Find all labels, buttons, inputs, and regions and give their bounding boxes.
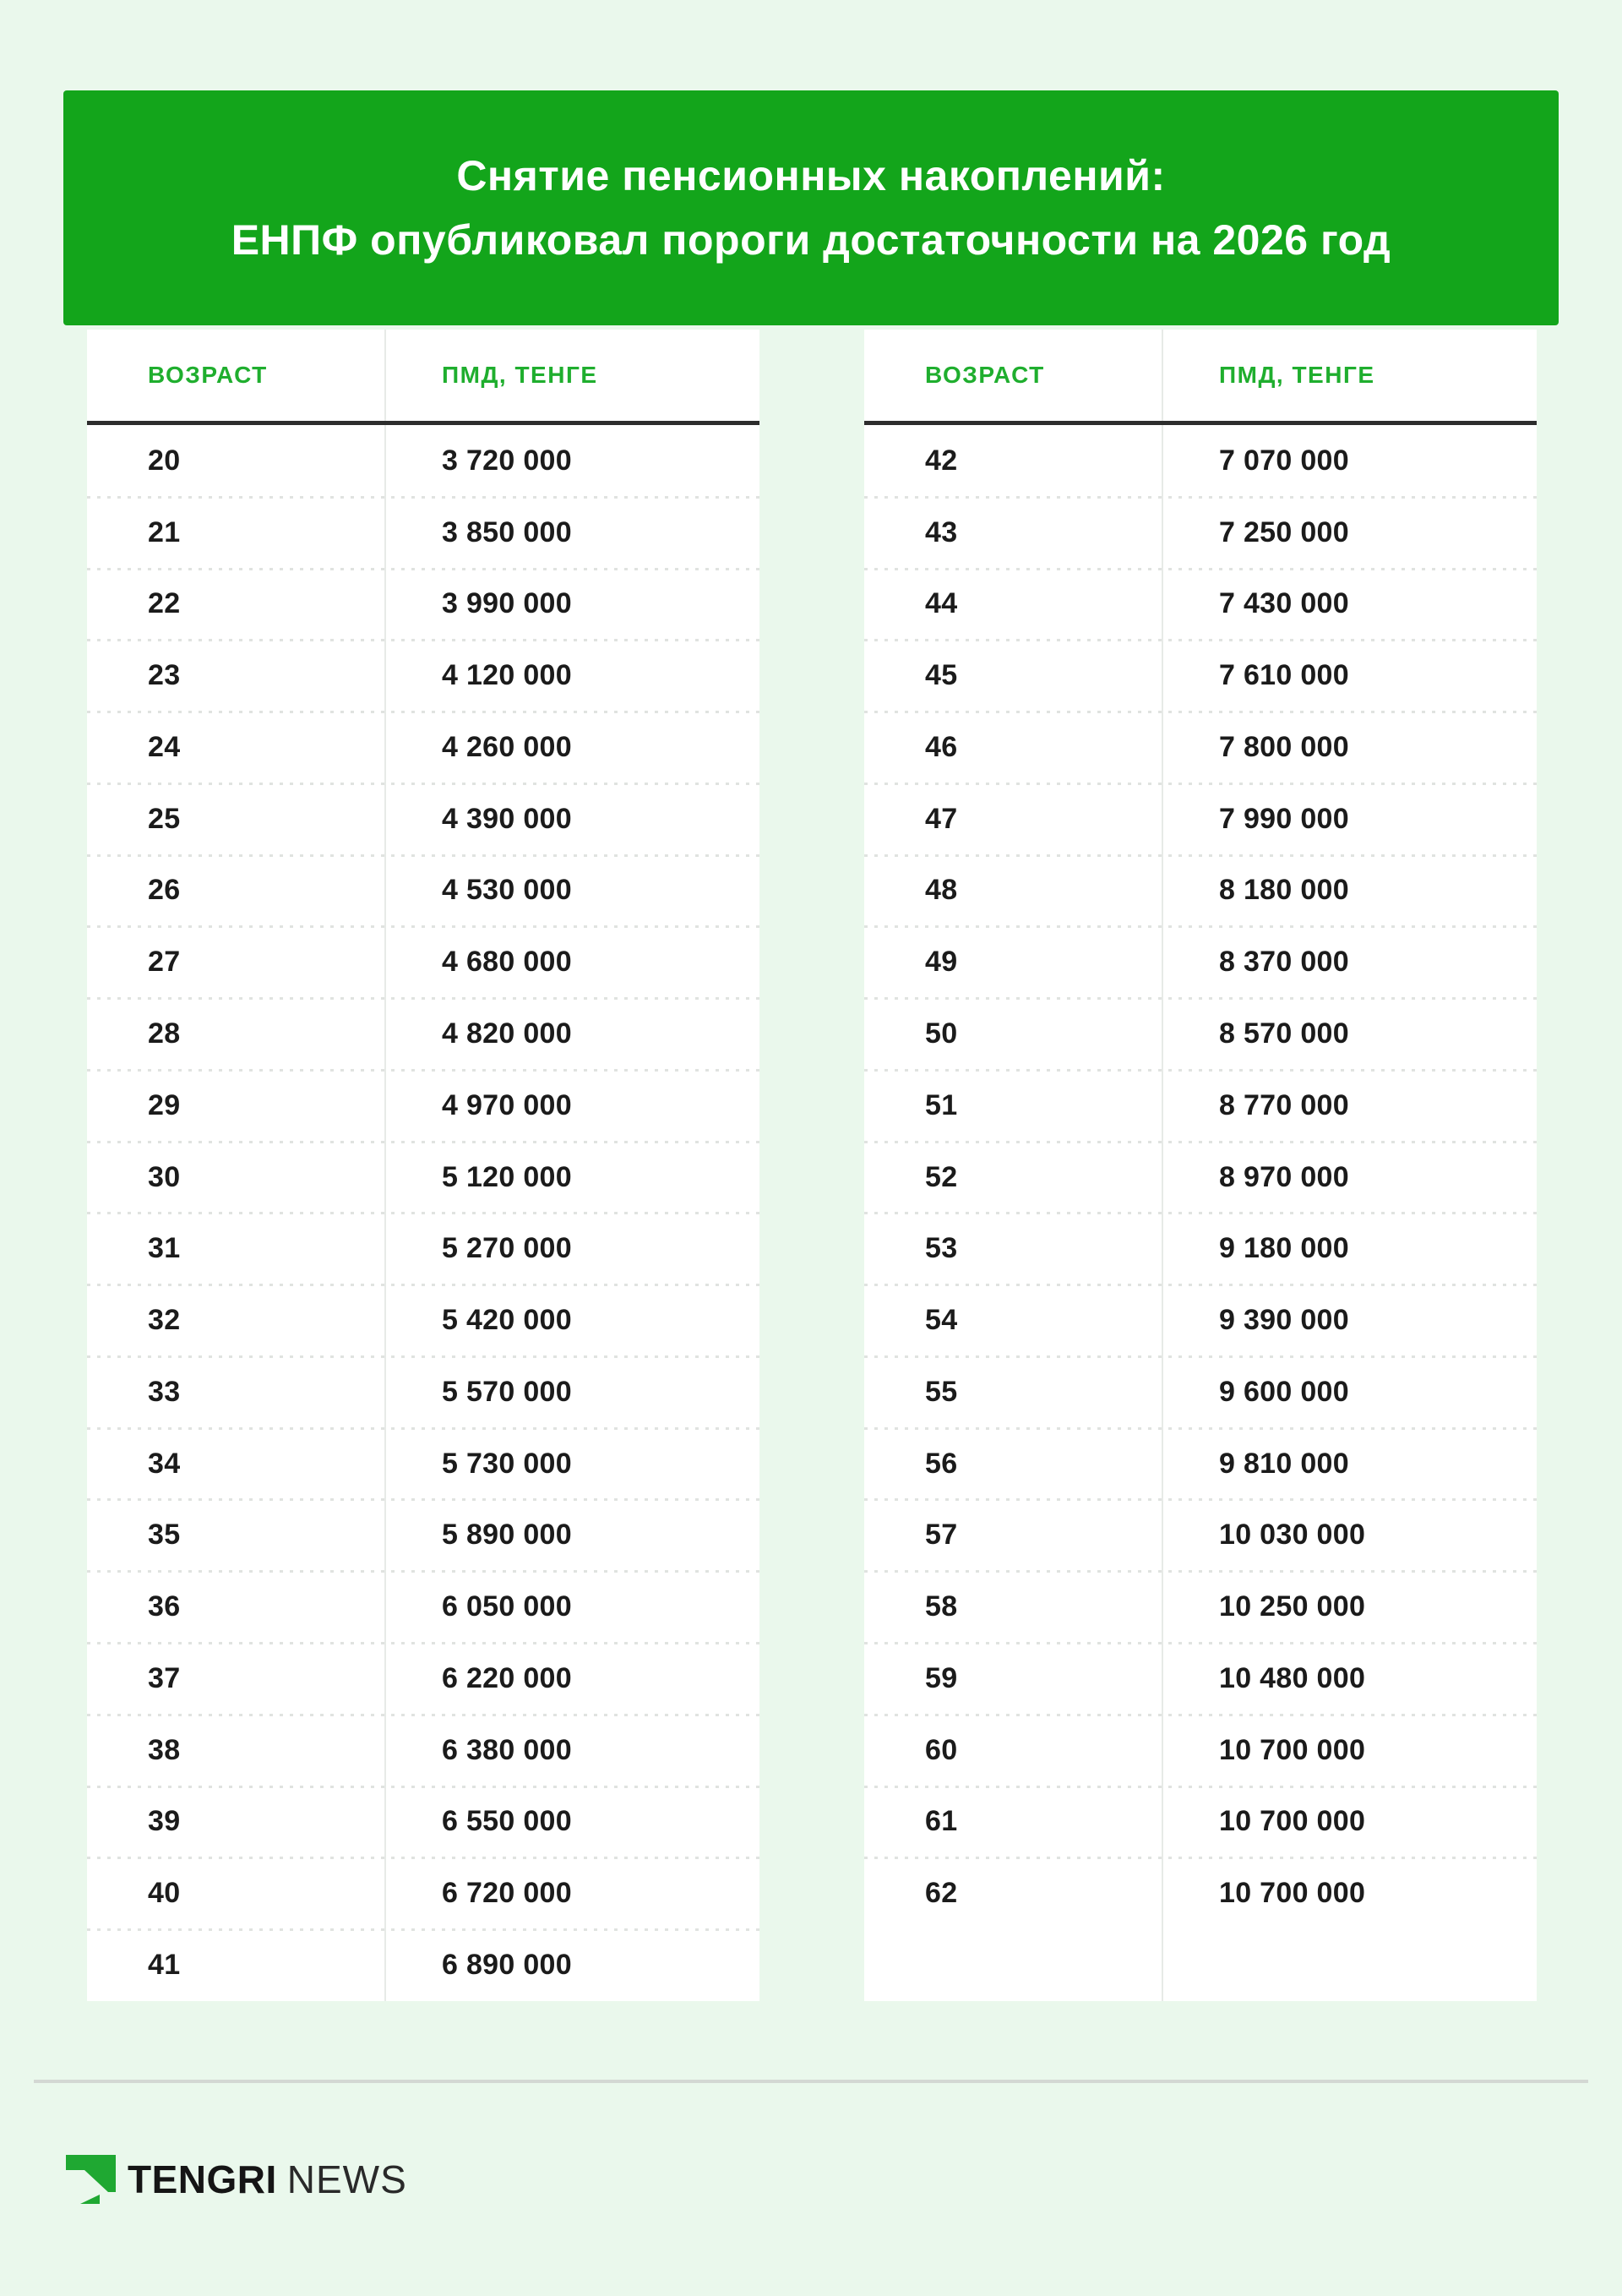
amount-cell: 10 700 000 (1219, 1805, 1366, 1838)
age-cell: 31 (148, 1232, 181, 1265)
age-cell: 40 (148, 1877, 181, 1910)
table-row (864, 1786, 1537, 1858)
amount-cell: 10 480 000 (1219, 1661, 1366, 1694)
amount-cell: 5 730 000 (442, 1447, 572, 1480)
table-row (864, 1428, 1537, 1500)
age-cell: 51 (925, 1088, 958, 1121)
age-cell: 57 (925, 1519, 958, 1552)
table-header-row (864, 330, 1537, 421)
amount-cell: 3 720 000 (442, 444, 572, 477)
thresholds-table-left (87, 330, 759, 2001)
table-row (864, 1499, 1537, 1571)
amount-cell: 7 800 000 (1219, 730, 1349, 763)
table-row (864, 425, 1537, 497)
age-cell: 54 (925, 1304, 958, 1337)
table-row (864, 1857, 1537, 1929)
amount-cell: 7 250 000 (1219, 515, 1349, 548)
amount-cell: 6 380 000 (442, 1733, 572, 1766)
amount-cell: 8 570 000 (1219, 1017, 1349, 1050)
table-row (864, 569, 1537, 641)
table-body-right (864, 425, 1537, 2001)
tengri-news-brand (66, 2153, 407, 2206)
table-row (87, 1929, 759, 2001)
age-cell: 26 (148, 874, 181, 907)
age-cell: 45 (925, 659, 958, 692)
age-cell: 34 (148, 1447, 181, 1480)
thresholds-table-right (864, 330, 1537, 2001)
age-cell: 37 (148, 1661, 181, 1694)
table-row (87, 1571, 759, 1643)
amount-cell: 6 050 000 (442, 1590, 572, 1623)
amount-cell: 9 600 000 (1219, 1375, 1349, 1408)
age-cell: 62 (925, 1877, 958, 1910)
age-cell: 44 (925, 587, 958, 620)
age-column-header: ВОЗРАСТ (148, 362, 268, 388)
age-cell: 30 (148, 1160, 181, 1193)
amount-cell: 5 120 000 (442, 1160, 572, 1193)
amount-cell: 7 070 000 (1219, 444, 1349, 477)
amount-cell: 10 030 000 (1219, 1519, 1366, 1552)
age-cell: 43 (925, 515, 958, 548)
table-row (87, 1643, 759, 1715)
age-cell: 49 (925, 946, 958, 979)
table-header-row (87, 330, 759, 421)
age-cell: 38 (148, 1733, 181, 1766)
amount-cell: 3 990 000 (442, 587, 572, 620)
age-cell: 47 (925, 802, 958, 835)
age-cell: 50 (925, 1017, 958, 1050)
table-row (87, 1213, 759, 1284)
title-banner (63, 90, 1559, 325)
table-row (864, 1643, 1537, 1715)
amount-cell: 4 260 000 (442, 730, 572, 763)
table-row (864, 1213, 1537, 1284)
amount-cell: 7 990 000 (1219, 802, 1349, 835)
table-row (87, 569, 759, 641)
age-cell: 21 (148, 515, 181, 548)
amount-cell: 7 430 000 (1219, 587, 1349, 620)
amount-cell: 9 390 000 (1219, 1304, 1349, 1337)
age-cell: 56 (925, 1447, 958, 1480)
table-row (87, 640, 759, 712)
amount-cell: 5 270 000 (442, 1232, 572, 1265)
table-row (87, 1857, 759, 1929)
table-row (87, 926, 759, 998)
amount-cell: 4 530 000 (442, 874, 572, 907)
amount-cell: 6 220 000 (442, 1661, 572, 1694)
page-title-line-1: Снятие пенсионных накоплений: (456, 152, 1166, 199)
age-cell: 29 (148, 1088, 181, 1121)
age-column-header: ВОЗРАСТ (925, 362, 1045, 388)
footer-divider (34, 2080, 1588, 2083)
amount-cell: 5 890 000 (442, 1519, 572, 1552)
amount-cell: 8 370 000 (1219, 946, 1349, 979)
amount-cell: 10 700 000 (1219, 1733, 1366, 1766)
amount-cell: 4 820 000 (442, 1017, 572, 1050)
amount-cell: 4 680 000 (442, 946, 572, 979)
table-row (87, 425, 759, 497)
amount-cell: 5 420 000 (442, 1304, 572, 1337)
amount-cell: 8 970 000 (1219, 1160, 1349, 1193)
table-row (87, 712, 759, 783)
table-row (87, 998, 759, 1070)
amount-cell: 4 390 000 (442, 802, 572, 835)
amount-cell: 10 250 000 (1219, 1590, 1366, 1623)
tengri-logo-icon (66, 2155, 116, 2204)
age-cell: 35 (148, 1519, 181, 1552)
table-row (87, 855, 759, 927)
table-row (864, 926, 1537, 998)
amount-cell: 3 850 000 (442, 515, 572, 548)
amount-column-header: ПМД, ТЕНГЕ (442, 362, 598, 388)
table-row (87, 1356, 759, 1428)
table-row (864, 640, 1537, 712)
table-row (87, 1786, 759, 1858)
age-cell: 41 (148, 1948, 181, 1981)
age-cell: 28 (148, 1017, 181, 1050)
age-cell: 48 (925, 874, 958, 907)
age-cell: 20 (148, 444, 181, 477)
brand-word-tengri: TENGRI (128, 2157, 277, 2201)
age-cell: 42 (925, 444, 958, 477)
age-cell: 36 (148, 1590, 181, 1623)
amount-cell: 8 180 000 (1219, 874, 1349, 907)
amount-cell: 5 570 000 (442, 1375, 572, 1408)
table-body-left (87, 425, 759, 2001)
amount-cell: 4 120 000 (442, 659, 572, 692)
age-cell: 33 (148, 1375, 181, 1408)
age-cell: 24 (148, 730, 181, 763)
amount-cell: 6 550 000 (442, 1805, 572, 1838)
table-row (864, 1284, 1537, 1356)
age-cell: 46 (925, 730, 958, 763)
age-cell: 60 (925, 1733, 958, 1766)
table-row (87, 1499, 759, 1571)
amount-cell: 6 720 000 (442, 1877, 572, 1910)
table-row (864, 1356, 1537, 1428)
amount-cell: 7 610 000 (1219, 659, 1349, 692)
page-title-line-2: ЕНПФ опубликовал пороги достаточности на 2026 год (231, 216, 1391, 264)
brand-word-news: NEWS (286, 2157, 407, 2201)
table-row (87, 783, 759, 855)
table-row (864, 1571, 1537, 1643)
age-cell: 22 (148, 587, 181, 620)
amount-cell: 4 970 000 (442, 1088, 572, 1121)
age-cell: 58 (925, 1590, 958, 1623)
age-cell: 55 (925, 1375, 958, 1408)
age-cell: 53 (925, 1232, 958, 1265)
age-cell: 25 (148, 802, 181, 835)
table-row (87, 1142, 759, 1213)
age-cell: 23 (148, 659, 181, 692)
table-row (87, 497, 759, 569)
table-row (87, 1428, 759, 1500)
table-row (864, 783, 1537, 855)
table-row (87, 1715, 759, 1786)
table-row (864, 1715, 1537, 1786)
age-cell: 39 (148, 1805, 181, 1838)
table-row (864, 1070, 1537, 1142)
table-row (864, 855, 1537, 927)
amount-column-header: ПМД, ТЕНГЕ (1219, 362, 1375, 388)
age-cell: 52 (925, 1160, 958, 1193)
amount-cell: 9 810 000 (1219, 1447, 1349, 1480)
table-row (87, 1284, 759, 1356)
amount-cell: 6 890 000 (442, 1948, 572, 1981)
age-cell: 32 (148, 1304, 181, 1337)
table-row (864, 1142, 1537, 1213)
table-row (87, 1070, 759, 1142)
amount-cell: 10 700 000 (1219, 1877, 1366, 1910)
amount-cell: 8 770 000 (1219, 1088, 1349, 1121)
age-cell: 59 (925, 1661, 958, 1694)
table-row (864, 497, 1537, 569)
age-cell: 27 (148, 946, 181, 979)
table-row (864, 998, 1537, 1070)
amount-cell: 9 180 000 (1219, 1232, 1349, 1265)
age-cell: 61 (925, 1805, 958, 1838)
table-row (864, 712, 1537, 783)
